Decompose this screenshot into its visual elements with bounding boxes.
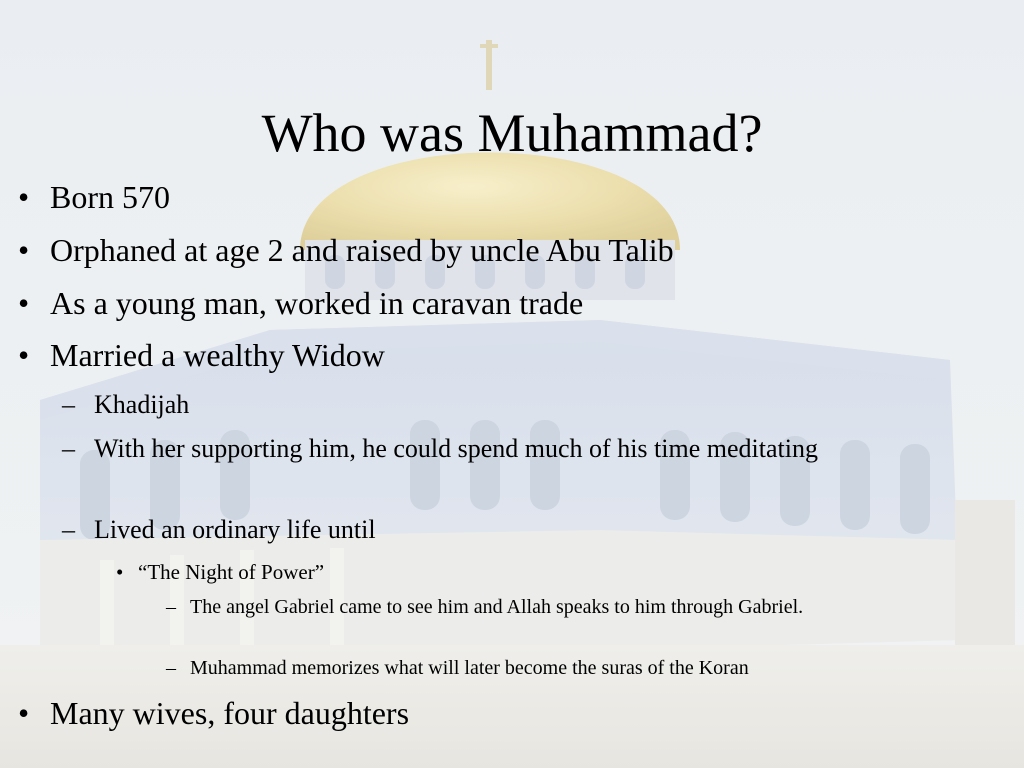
slide-title: Who was Muhammad? — [261, 103, 763, 163]
level4-bullet-text: Muhammad memorizes what will later become the suras of the Koran — [190, 657, 749, 679]
bullet-text: Orphaned at age 2 and raised by uncle Abu Talib — [50, 232, 674, 268]
sub-bullet-khadijah — [62, 389, 922, 421]
dash-marker: – — [62, 434, 75, 463]
bullet-text: Married a wealthy Widow — [50, 337, 385, 373]
bullet-marker: • — [18, 232, 30, 268]
sub-sub-bullet-text: “The Night of Power” — [138, 560, 325, 584]
bullet-marker: • — [18, 695, 30, 731]
sub-bullet-text: Khadijah — [94, 390, 190, 419]
level4-bullet-text: The angel Gabriel came to see him and Allah speaks to him through Gabriel. — [190, 596, 804, 618]
bullet-marker: • — [116, 560, 124, 584]
bullet-marker: • — [18, 337, 30, 373]
bullet-marker: • — [18, 179, 30, 215]
bullet-marker: • — [18, 285, 30, 321]
level4-bullet-suras — [166, 655, 926, 681]
sub-bullet-text: With her supporting him, he could spend much of his time meditating — [94, 434, 818, 463]
dash-marker: – — [166, 657, 176, 679]
level4-bullet-gabriel — [166, 594, 926, 620]
bullet-text: Born 570 — [50, 179, 170, 215]
bullet-text: As a young man, worked in caravan trade — [50, 285, 584, 321]
bullet-text: Many wives, four daughters — [50, 695, 410, 731]
dash-marker: – — [166, 596, 176, 618]
sub-bullet-text: Lived an ordinary life until — [94, 515, 376, 544]
sub-bullet-ordinary-life — [62, 514, 922, 546]
dash-marker: – — [62, 390, 75, 419]
dash-marker: – — [62, 515, 75, 544]
sub-bullet-meditating — [62, 433, 922, 465]
